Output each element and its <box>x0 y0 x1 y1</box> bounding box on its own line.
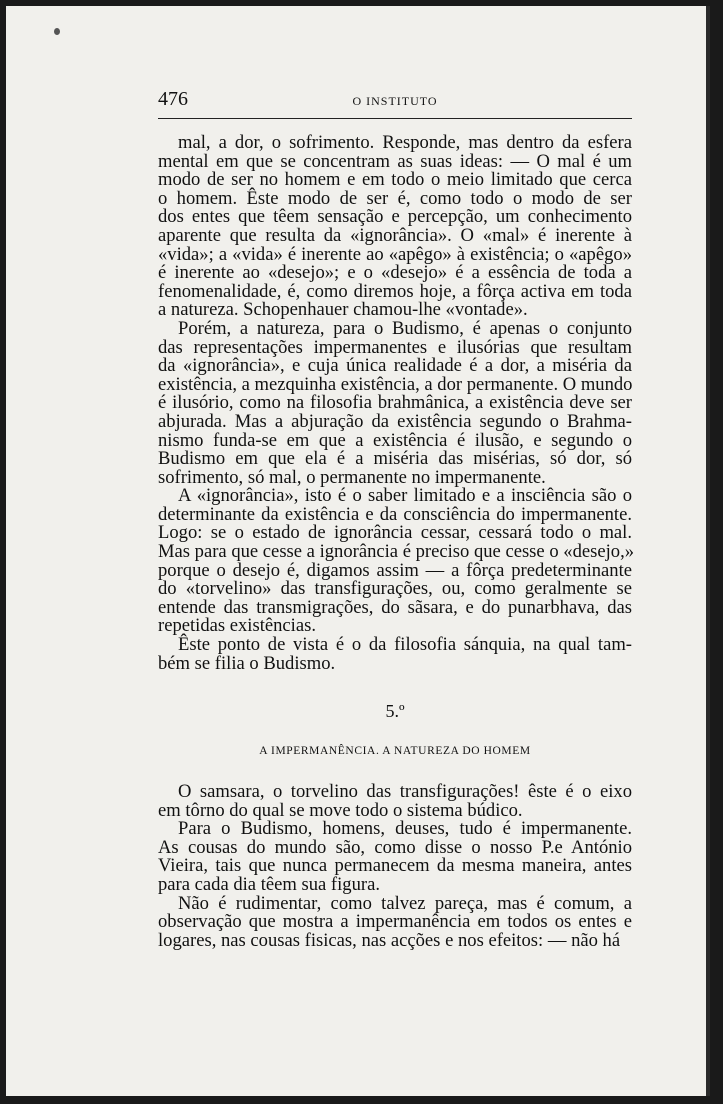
text-line: porque o desejo é, digamos assim — a fôrça predeterminante <box>158 559 632 581</box>
text-line: repetidas existências. <box>158 615 316 637</box>
paragraph <box>158 636 632 673</box>
text-line: Êste ponto de vista é o da filosofia sánquia, na qual tam- <box>178 634 632 656</box>
text-line: «vida»; a «vida» é inerente ao «apêgo» à existência; o «apêgo» <box>158 243 632 265</box>
text-line: abjurada. Mas a abjuração da existência segundo o Brahma- <box>158 410 632 432</box>
paragraph <box>158 134 632 320</box>
text-line: é inerente ao «desejo»; e o «desejo» é a essência de toda a <box>158 262 632 284</box>
text-line: existência, a mezquinha existência, a dor permanente. O mundo <box>158 373 633 395</box>
text-line: modo de ser no homem e em todo o meio limitado que cerca <box>158 169 632 191</box>
paragraph <box>158 485 635 637</box>
text-line: das representações impermanentes e ilusórias que resultam <box>158 336 632 358</box>
text-line: Porém, a natureza, para o Budismo, é apenas o conjunto <box>178 317 632 339</box>
section-title: A IMPERMANÊNCIA. A NATUREZA DO HOMEM <box>259 745 531 757</box>
text-line: Não é rudimentar, como talvez pareça, mas é comum, a <box>178 892 632 914</box>
text-line: a natureza. Schopenhauer chamou-lhe «vontade». <box>158 299 528 321</box>
text-line: O samsara, o torvelino das transfigurações! êste é o eixo <box>178 781 632 802</box>
paragraph <box>158 317 633 488</box>
text-line: aparente que resulta da «ignorância». O «mal» é inerente à <box>158 224 632 246</box>
text-line: nismo funda-se em que a existência é ilusão, e segundo o <box>158 429 632 451</box>
ink-speck <box>54 28 60 35</box>
text-line: entende das transmigrações, do sãsara, e do punarbhava, das <box>158 596 632 618</box>
text-line: mal, a dor, o sofrimento. Responde, mas dentro da esfera <box>178 132 632 153</box>
text-line: o homem. Êste modo de ser é, como todo o modo de ser <box>158 187 632 209</box>
text-line: determinante da existência e da consciência do impermanente. <box>158 503 632 525</box>
body-text-top <box>158 132 635 674</box>
text-line: para cada dia têem sua figura. <box>158 873 380 895</box>
text-line: Mas para que cesse a ignorância é preciso que cesse o «desejo,» <box>158 541 635 563</box>
text-line: Vieira, tais que nunca permanecem da mesma maneira, antes <box>158 855 632 877</box>
text-line: em tôrno do qual se move todo o sistema búdico. <box>158 799 523 821</box>
section-number: 5.º <box>385 701 405 721</box>
paragraph <box>158 783 632 820</box>
text-line: Para o Budismo, homens, deuses, tudo é impermanente. <box>178 818 632 840</box>
text-line: dos entes que têem sensação e percepção, um conhecimento <box>158 206 632 228</box>
text-line: é ilusório, como na filosofia brahmânica, a existência deve ser <box>158 392 632 414</box>
page-number: 476 <box>158 88 188 110</box>
running-head: O INSTITUTO <box>352 94 438 108</box>
book-page <box>6 6 710 1096</box>
paragraph <box>158 892 632 951</box>
text-line: As cousas do mundo são, como disse o nosso P.e António <box>158 836 632 858</box>
paragraph <box>158 820 632 894</box>
text-line: observação que mostra a impermanência em todos os entes e <box>158 911 632 933</box>
text-line: do «torvelino» das transfigurações, ou, como geralmente se <box>158 578 632 600</box>
text-line: fenomenalidade, é, como diremos hoje, a fôrça activa em toda <box>158 280 632 302</box>
text-line: da «ignorância», e cuja única realidade é a dor, a miséria da <box>158 355 632 377</box>
text-line: sofrimento, só mal, o permanente no impermanente. <box>158 466 546 488</box>
text-line: mental em que se concentram as suas ideas: — O mal é um <box>158 150 632 172</box>
body-text-bottom <box>158 783 632 950</box>
text-line: Logo: se o estado de ignorância cessar, cessará todo o mal. <box>158 522 632 544</box>
page-header <box>158 88 632 119</box>
text-line: logares, nas cousas fisicas, nas acções e nos efeitos: — não há <box>158 929 621 951</box>
text-line: Budismo em que ela é a miséria das misérias, só dor, só <box>158 448 632 470</box>
text-line: A «ignorância», isto é o saber limitado e a insciência são o <box>178 485 632 507</box>
text-line: bém se filia o Budismo. <box>158 652 336 674</box>
